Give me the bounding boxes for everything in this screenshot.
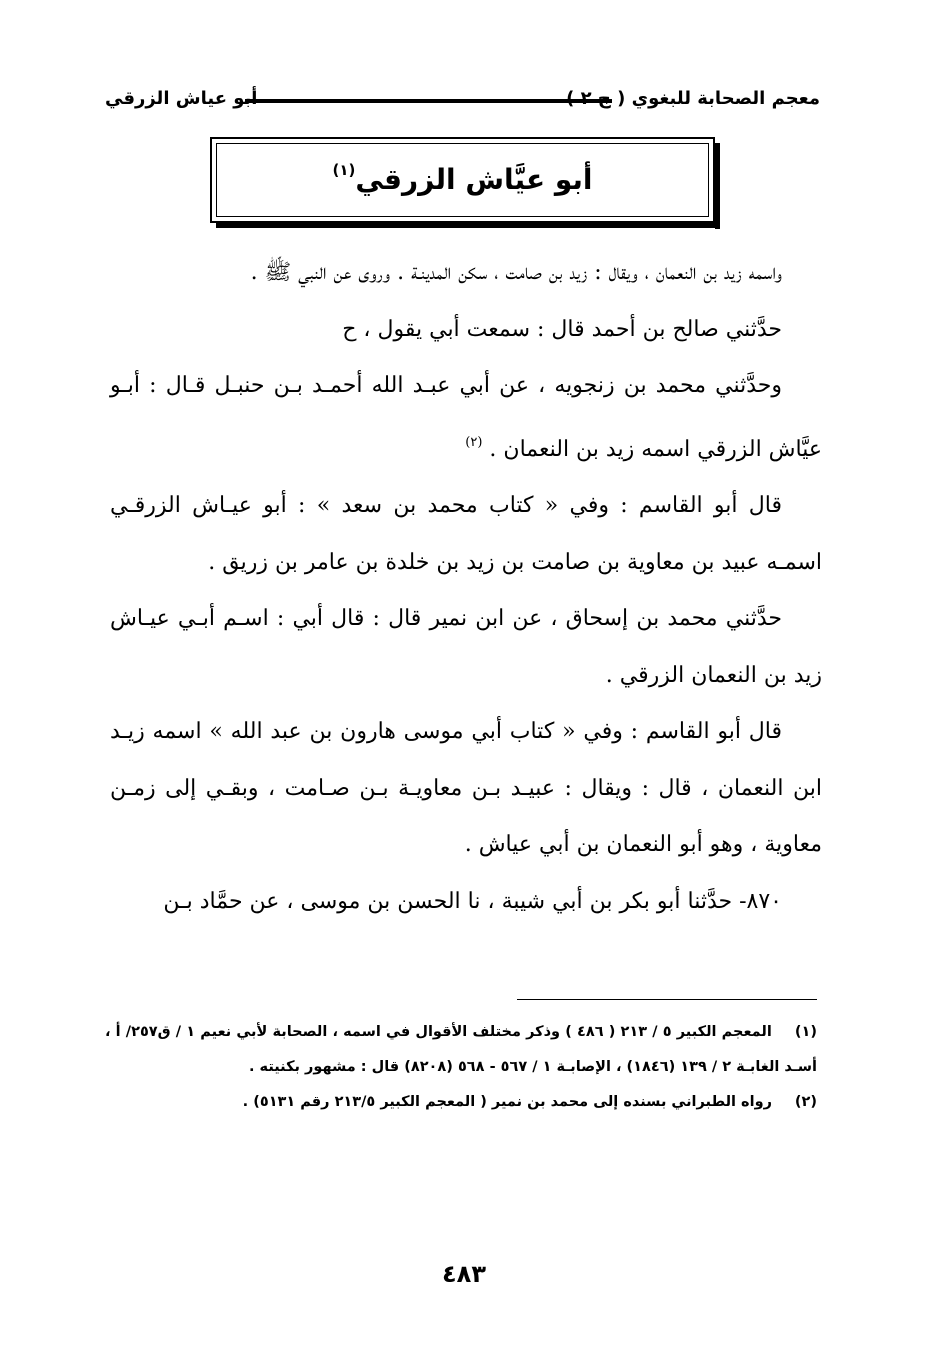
footnote-2-number: (٢) [794, 1094, 817, 1110]
body-text [110, 245, 822, 930]
paragraph-7: ٨٧٠- حدَّثنا أبو بكر بن أبي شيبة ، نا الحسن بن موسى ، عن حمَّاد بـن [163, 888, 782, 914]
running-header [105, 84, 820, 114]
paragraph-3 [110, 358, 822, 478]
paragraph-5: حدَّثني محمد بن إسحاق ، عن ابن نمير قال : قال أبي : اسـم أبـي عيـاش زيد بن النعمان الزرقي . [110, 606, 822, 688]
page-number: ٤٨٣ [442, 1260, 486, 1288]
footnote-1-number: (١) [794, 1024, 817, 1040]
footnote-2-text: رواه الطبراني بسنده إلى محمد بن نمير ( المعجم الكبير ٢١٣/٥ رقم ٥١٣١) . [242, 1094, 772, 1110]
paragraph-3-text: وحدَّثني محمد بن زنجويه ، عن أبي عبـد الله أحمـد بـن حنبـل قـال : أبـو عيَّاش الزرقي اسمه زيد بن النعمان . [110, 373, 822, 462]
paragraph-4: قال أبو القاسم : وفي « كتاب محمد بن سعد » : أبو عيـاش الزرقـي اسمـه عبيد بن معاوية بن صامت بن زيد بن خلدة بن عامر بن زريق . [110, 493, 822, 575]
footnote-ref-2: (٢) [465, 434, 483, 450]
footnotes [105, 1015, 817, 1120]
entry-title-text: أبو عيَّاش الزرقي [355, 163, 593, 196]
title-box-shadow-right [715, 143, 720, 229]
title-box-shadow-bottom [216, 223, 720, 228]
entry-title [212, 161, 713, 196]
footnote-2 [105, 1085, 817, 1120]
paragraph-1: واسمه زيد بن النعمان ، ويقال : زيد بن صامت ، سكن المدينـة . وروى عن النبي ﷺ . [250, 260, 782, 285]
paragraph-2: حدَّثني صالح بن أحمد قال : سمعت أبي يقول ، ح [342, 316, 782, 342]
footnote-rule [517, 999, 817, 1000]
footnote-1 [105, 1015, 817, 1085]
entry-title-box [210, 137, 715, 223]
header-entry-title: أبو عياش الزرقي [105, 88, 258, 109]
header-book-title: معجم الصحابة للبغوي ( ج ٢ ) [566, 88, 820, 109]
entry-title-footnote-ref: (١) [332, 161, 356, 179]
header-rule [245, 99, 612, 103]
paragraph-6: قال أبو القاسم : وفي « كتاب أبي موسى هارون بن عبد الله » اسمه زيـد ابن النعمان ، قال : ويقال : عبيـد بـن معاويـة بـن صـامت ، وبقـي إلى زمـن معاوية ، وهو أبو النعمان بن أبي عياش . [110, 719, 822, 857]
footnote-1-text: المعجم الكبير ٥ / ٢١٣ ( ٤٨٦ ) وذكر مختلف الأقوال في اسمه ، الصحابة لأبي نعيم ١ / ق٢٥٧/ أ ، أسـد الغابـة ٢ / ١٣٩ (١٨٤٦) ، الإصابـة ١ / ٥٦٧ - ٥٦٨ (٨٢٠٨) قال : مشهور بكنيته . [105, 1024, 817, 1075]
